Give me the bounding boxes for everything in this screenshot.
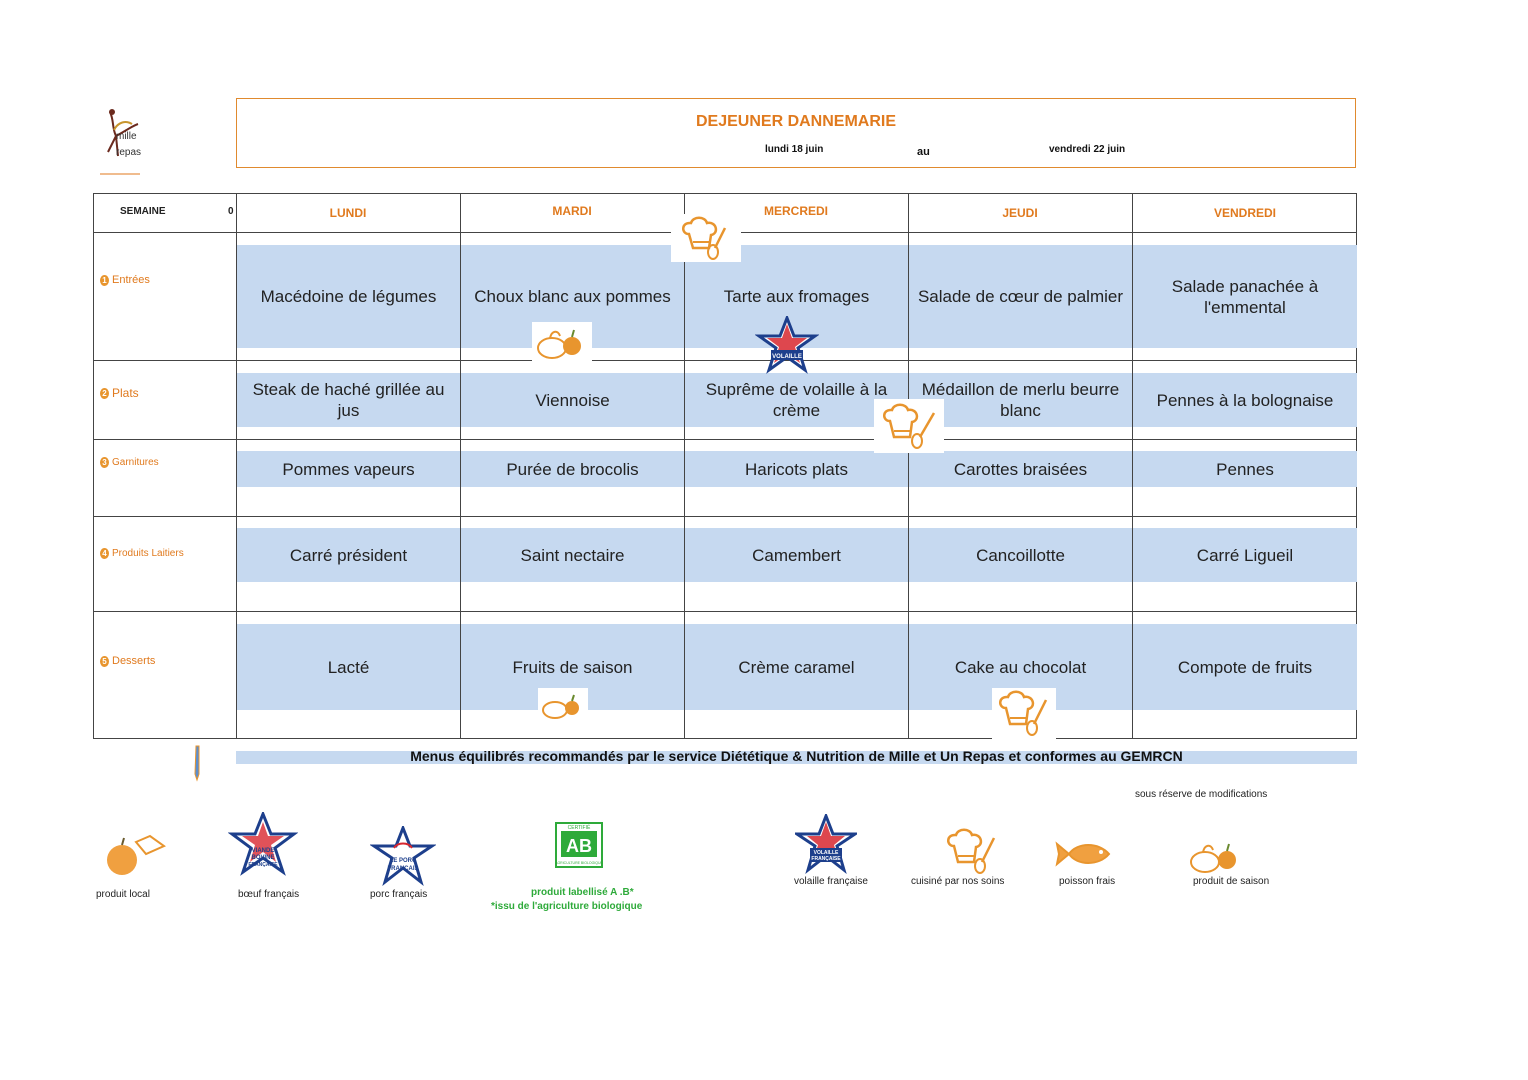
row-label-text: Entrées [112, 274, 150, 286]
fish-icon [1055, 836, 1117, 872]
row-label-text: Produits Laitiers [112, 548, 184, 559]
menu-cell: Saint nectaire [520, 545, 625, 565]
menu-cell: Compote de fruits [1177, 657, 1313, 677]
menu-cell: Cancoillotte [976, 545, 1065, 565]
nutrition-footnote: Menus équilibrés recommandés par le service Diététique & Nutrition de Mille et Un Repas et conformes au GEMRCN [410, 748, 1183, 764]
svg-text:FRANÇAISE: FRANÇAISE [248, 862, 278, 868]
svg-text:VIANDE: VIANDE [251, 848, 275, 854]
svg-text:AGRICULTURE BIOLOGIQUE: AGRICULTURE BIOLOGIQUE [555, 861, 603, 865]
semaine-label: SEMAINE [120, 206, 166, 217]
menu-cell: Carottes braisées [953, 459, 1088, 479]
legend-saison-label: produit de saison [1193, 876, 1270, 887]
legend-poisson-label: poisson frais [1059, 876, 1116, 887]
menu-cell: Choux blanc aux pommes [474, 287, 671, 306]
row-number: 3 [100, 457, 109, 468]
menu-cell: Pommes vapeurs [282, 459, 415, 479]
menu-cell: Suprême de volaille à la crème [705, 380, 888, 420]
row-number: 1 [100, 275, 109, 286]
menu-cell: Camembert [752, 545, 841, 565]
volaille-francaise-badge-icon [755, 316, 819, 376]
row-label-text: Garnitures [112, 457, 159, 468]
row-label-entrees [100, 274, 150, 286]
menu-cell: Viennoise [535, 390, 610, 410]
row-number: 4 [100, 548, 109, 559]
svg-text:AB: AB [566, 836, 592, 856]
volaille-francaise-badge-icon [795, 814, 857, 874]
day-header-vendredi: VENDREDI [1213, 206, 1276, 220]
menu-cell: Carré Ligueil [1196, 545, 1294, 565]
chef-hat-icon [671, 214, 741, 262]
chef-hat-icon [940, 826, 1000, 878]
menu-cell: Cake au chocolat [954, 657, 1087, 677]
legend-porc-label: porc français [370, 889, 428, 900]
legend-cuisine-label: cuisiné par nos soins [911, 876, 1005, 887]
date-from: lundi 18 juin [765, 144, 824, 155]
porc-francais-badge-icon [370, 826, 436, 886]
semaine-number: 0 [228, 206, 234, 217]
legend-local-label: produit local [96, 889, 150, 900]
row-label-plats [100, 386, 139, 400]
menu-cell: Pennes [1216, 459, 1274, 479]
menu-cell: Carré président [289, 545, 408, 565]
row-label-text: Desserts [112, 655, 156, 667]
day-header-mardi: MARDI [552, 204, 592, 218]
menu-cell: Purée de brocolis [506, 459, 639, 479]
day-header-jeudi: JEUDI [1002, 206, 1038, 220]
legend-bio-note: *issu de l'agriculture biologique [491, 901, 643, 912]
menu-table [93, 193, 1357, 739]
menu-cell: Haricots plats [745, 459, 848, 479]
logo-text-mille: mille [116, 131, 137, 142]
menu-cell: Salade panachée à l'emmental [1171, 276, 1319, 317]
menu-cell: Macédoine de légumes [260, 287, 437, 306]
viande-bovine-francaise-badge-icon [228, 812, 298, 878]
day-header-lundi: LUNDI [329, 206, 367, 220]
menu-cell: Crème caramel [738, 657, 855, 677]
mille-et-un-repas-logo [96, 106, 156, 180]
logo-text-repas: repas [116, 147, 142, 158]
row-number: 5 [100, 656, 109, 667]
date-separator: au [917, 146, 930, 158]
row-label-text: Plats [112, 386, 139, 400]
menu-cell: Fruits de saison [512, 657, 633, 677]
svg-text:VOLAILLE: VOLAILLE [772, 354, 802, 360]
legend-boeuf-label: bœuf français [238, 889, 300, 900]
svg-text:VOLAILLE: VOLAILLE [813, 850, 839, 856]
seasonal-produce-icon [1185, 836, 1247, 876]
row-label-desserts [100, 655, 155, 667]
seasonal-produce-icon [538, 688, 588, 722]
menu-cell: Salade de cœur de palmier [917, 287, 1124, 306]
reserve-note: sous réserve de modifications [1135, 789, 1268, 800]
date-to: vendredi 22 juin [1049, 144, 1126, 155]
menu-cell: Médaillon de merlu beurre blanc [921, 380, 1120, 420]
svg-text:FRANÇAIS: FRANÇAIS [387, 866, 419, 872]
day-header-mercredi: MERCREDI [763, 204, 828, 218]
svg-text:BOVINE: BOVINE [251, 855, 275, 861]
legend-volaille-label: volaille française [794, 876, 868, 887]
local-product-icon [98, 830, 168, 880]
legend-bio-label: produit labellisé A .B* [531, 887, 634, 898]
menu-cell: Tarte aux fromages [723, 287, 870, 306]
svg-text:FRANÇAISE: FRANÇAISE [811, 856, 841, 862]
chef-hat-icon [992, 688, 1056, 742]
menu-cell: Pennes à la bolognaise [1156, 390, 1334, 410]
row-number: 2 [100, 388, 109, 399]
row-label-produits-laitiers [100, 548, 184, 559]
page-title: DEJEUNER DANNEMARIE [695, 113, 897, 130]
svg-text:LE PORC: LE PORC [389, 858, 417, 864]
menu-cell: Lacté [327, 657, 370, 677]
menu-cell: Steak de haché grillée au jus [252, 380, 445, 420]
title-box [236, 98, 1356, 168]
row-label-garnitures [100, 457, 159, 468]
ab-bio-label-icon [555, 822, 603, 868]
chef-hat-icon [874, 399, 944, 453]
seasonal-produce-icon [532, 322, 592, 362]
svg-text:CERTIFIÉ: CERTIFIÉ [567, 825, 591, 831]
pencil-decoration-icon [192, 744, 202, 782]
